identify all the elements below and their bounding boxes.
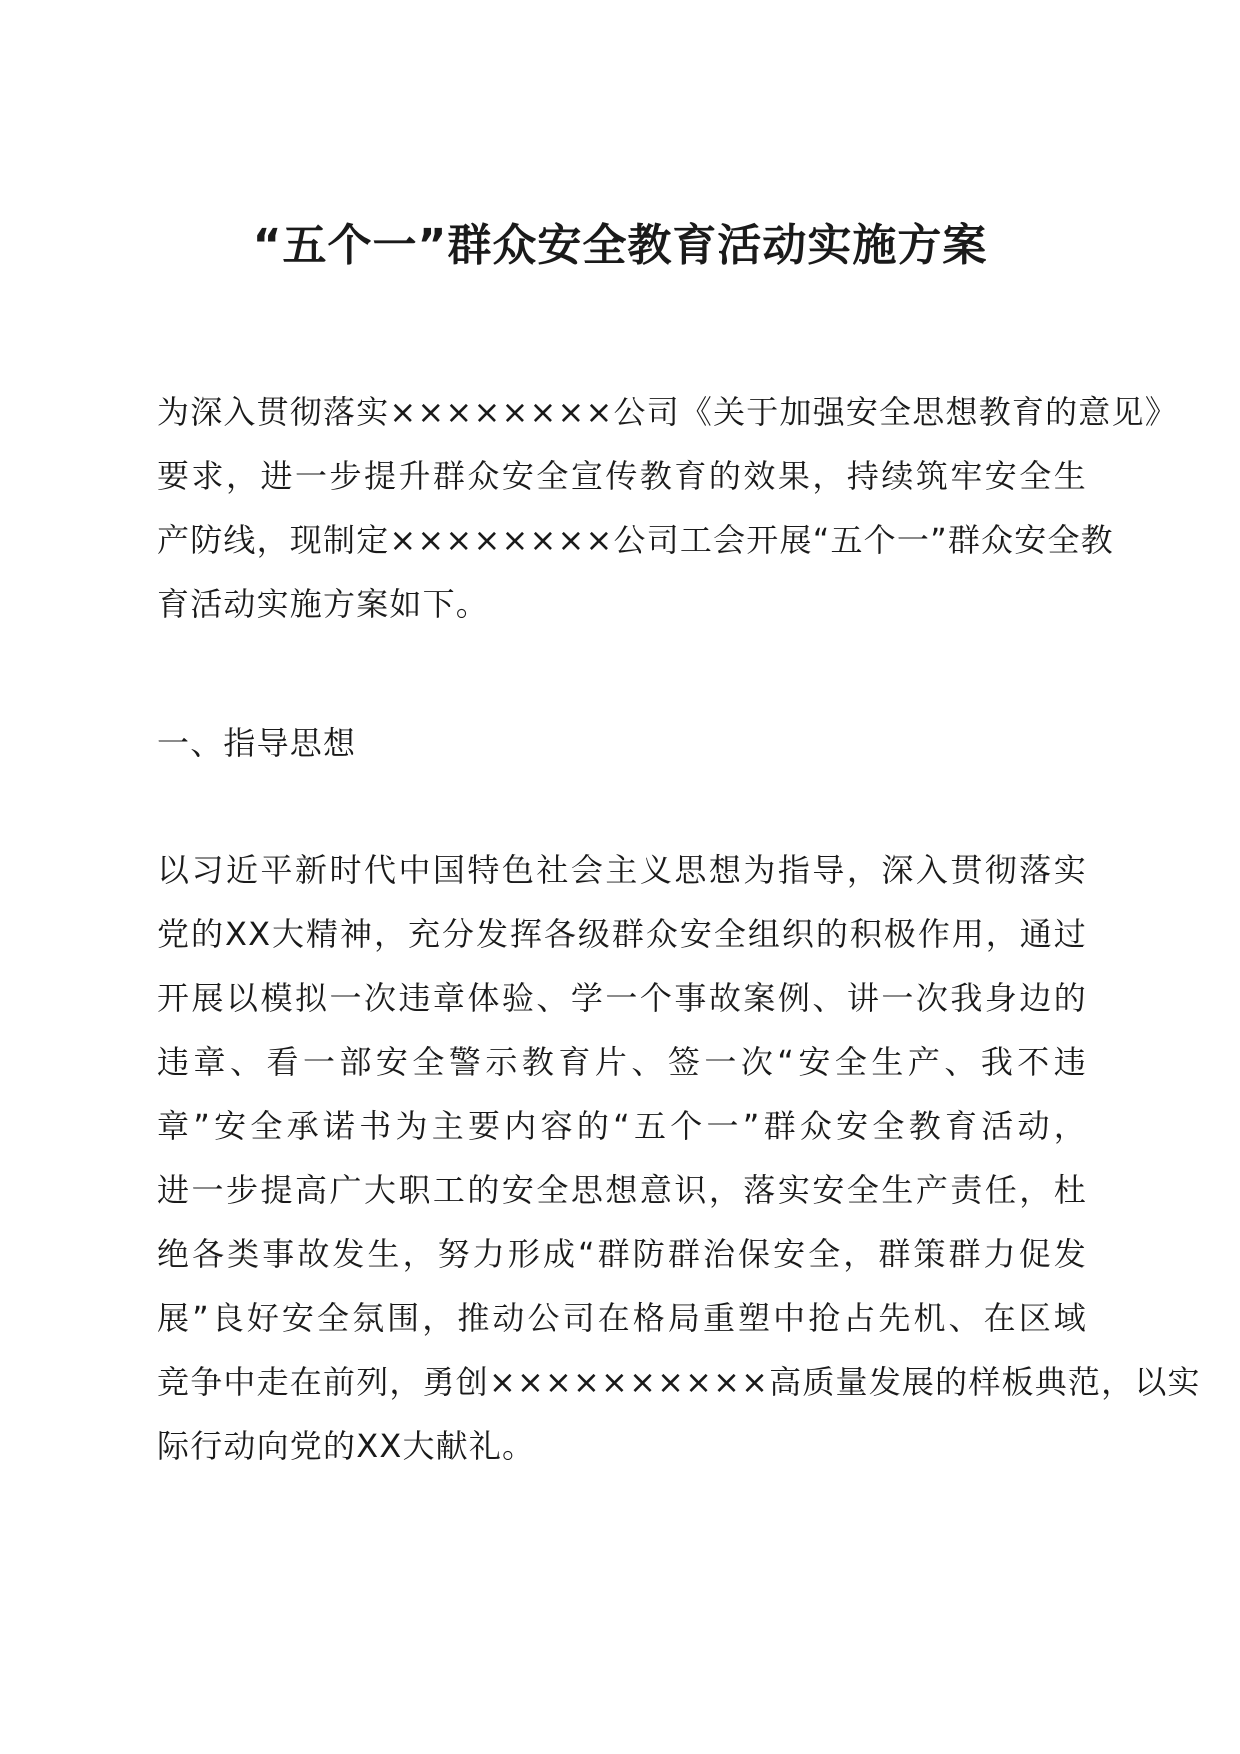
intro-line: 为深入贯彻落实××××××××公司《关于加强安全思想教育的意见》 [157, 393, 1178, 431]
intro-line: 产防线，现制定××××××××公司工会开展“五个一”群众安全教 [157, 521, 1114, 559]
document-title: “五个一”群众安全教育活动实施方案 [252, 220, 988, 271]
section1-line: 违章、看一部安全警示教育片、签一次“安全生产、我不违 [157, 1043, 1087, 1081]
intro-line: 要求，进一步提升群众安全宣传教育的效果，持续筑牢安全生 [157, 457, 1087, 495]
section1-line: 展”良好安全氛围，推动公司在格局重塑中抢占先机、在区域 [157, 1299, 1087, 1337]
section-heading-guiding-ideology: 一、指导思想 [157, 724, 357, 762]
section1-line: 章”安全承诺书为主要内容的“五个一”群众安全教育活动， [157, 1107, 1087, 1145]
section1-paragraph [157, 838, 1201, 1478]
section1-line: 际行动向党的XX大献礼。 [157, 1427, 536, 1465]
section1-line: 开展以模拟一次违章体验、学一个事故案例、讲一次我身边的 [157, 979, 1087, 1017]
section1-line: 竞争中走在前列，勇创××××××××××高质量发展的样板典范，以实 [157, 1363, 1201, 1401]
intro-line: 育活动实施方案如下。 [157, 585, 490, 623]
section1-line: 绝各类事故发生，努力形成“群防群治保安全，群策群力促发 [157, 1235, 1087, 1273]
section1-line: 进一步提高广大职工的安全思想意识，落实安全生产责任，杜 [157, 1171, 1087, 1209]
intro-paragraph [157, 380, 1178, 636]
section1-line: 党的XX大精神，充分发挥各级群众安全组织的积极作用，通过 [157, 915, 1087, 953]
section1-line: 以习近平新时代中国特色社会主义思想为指导，深入贯彻落实 [157, 851, 1087, 889]
